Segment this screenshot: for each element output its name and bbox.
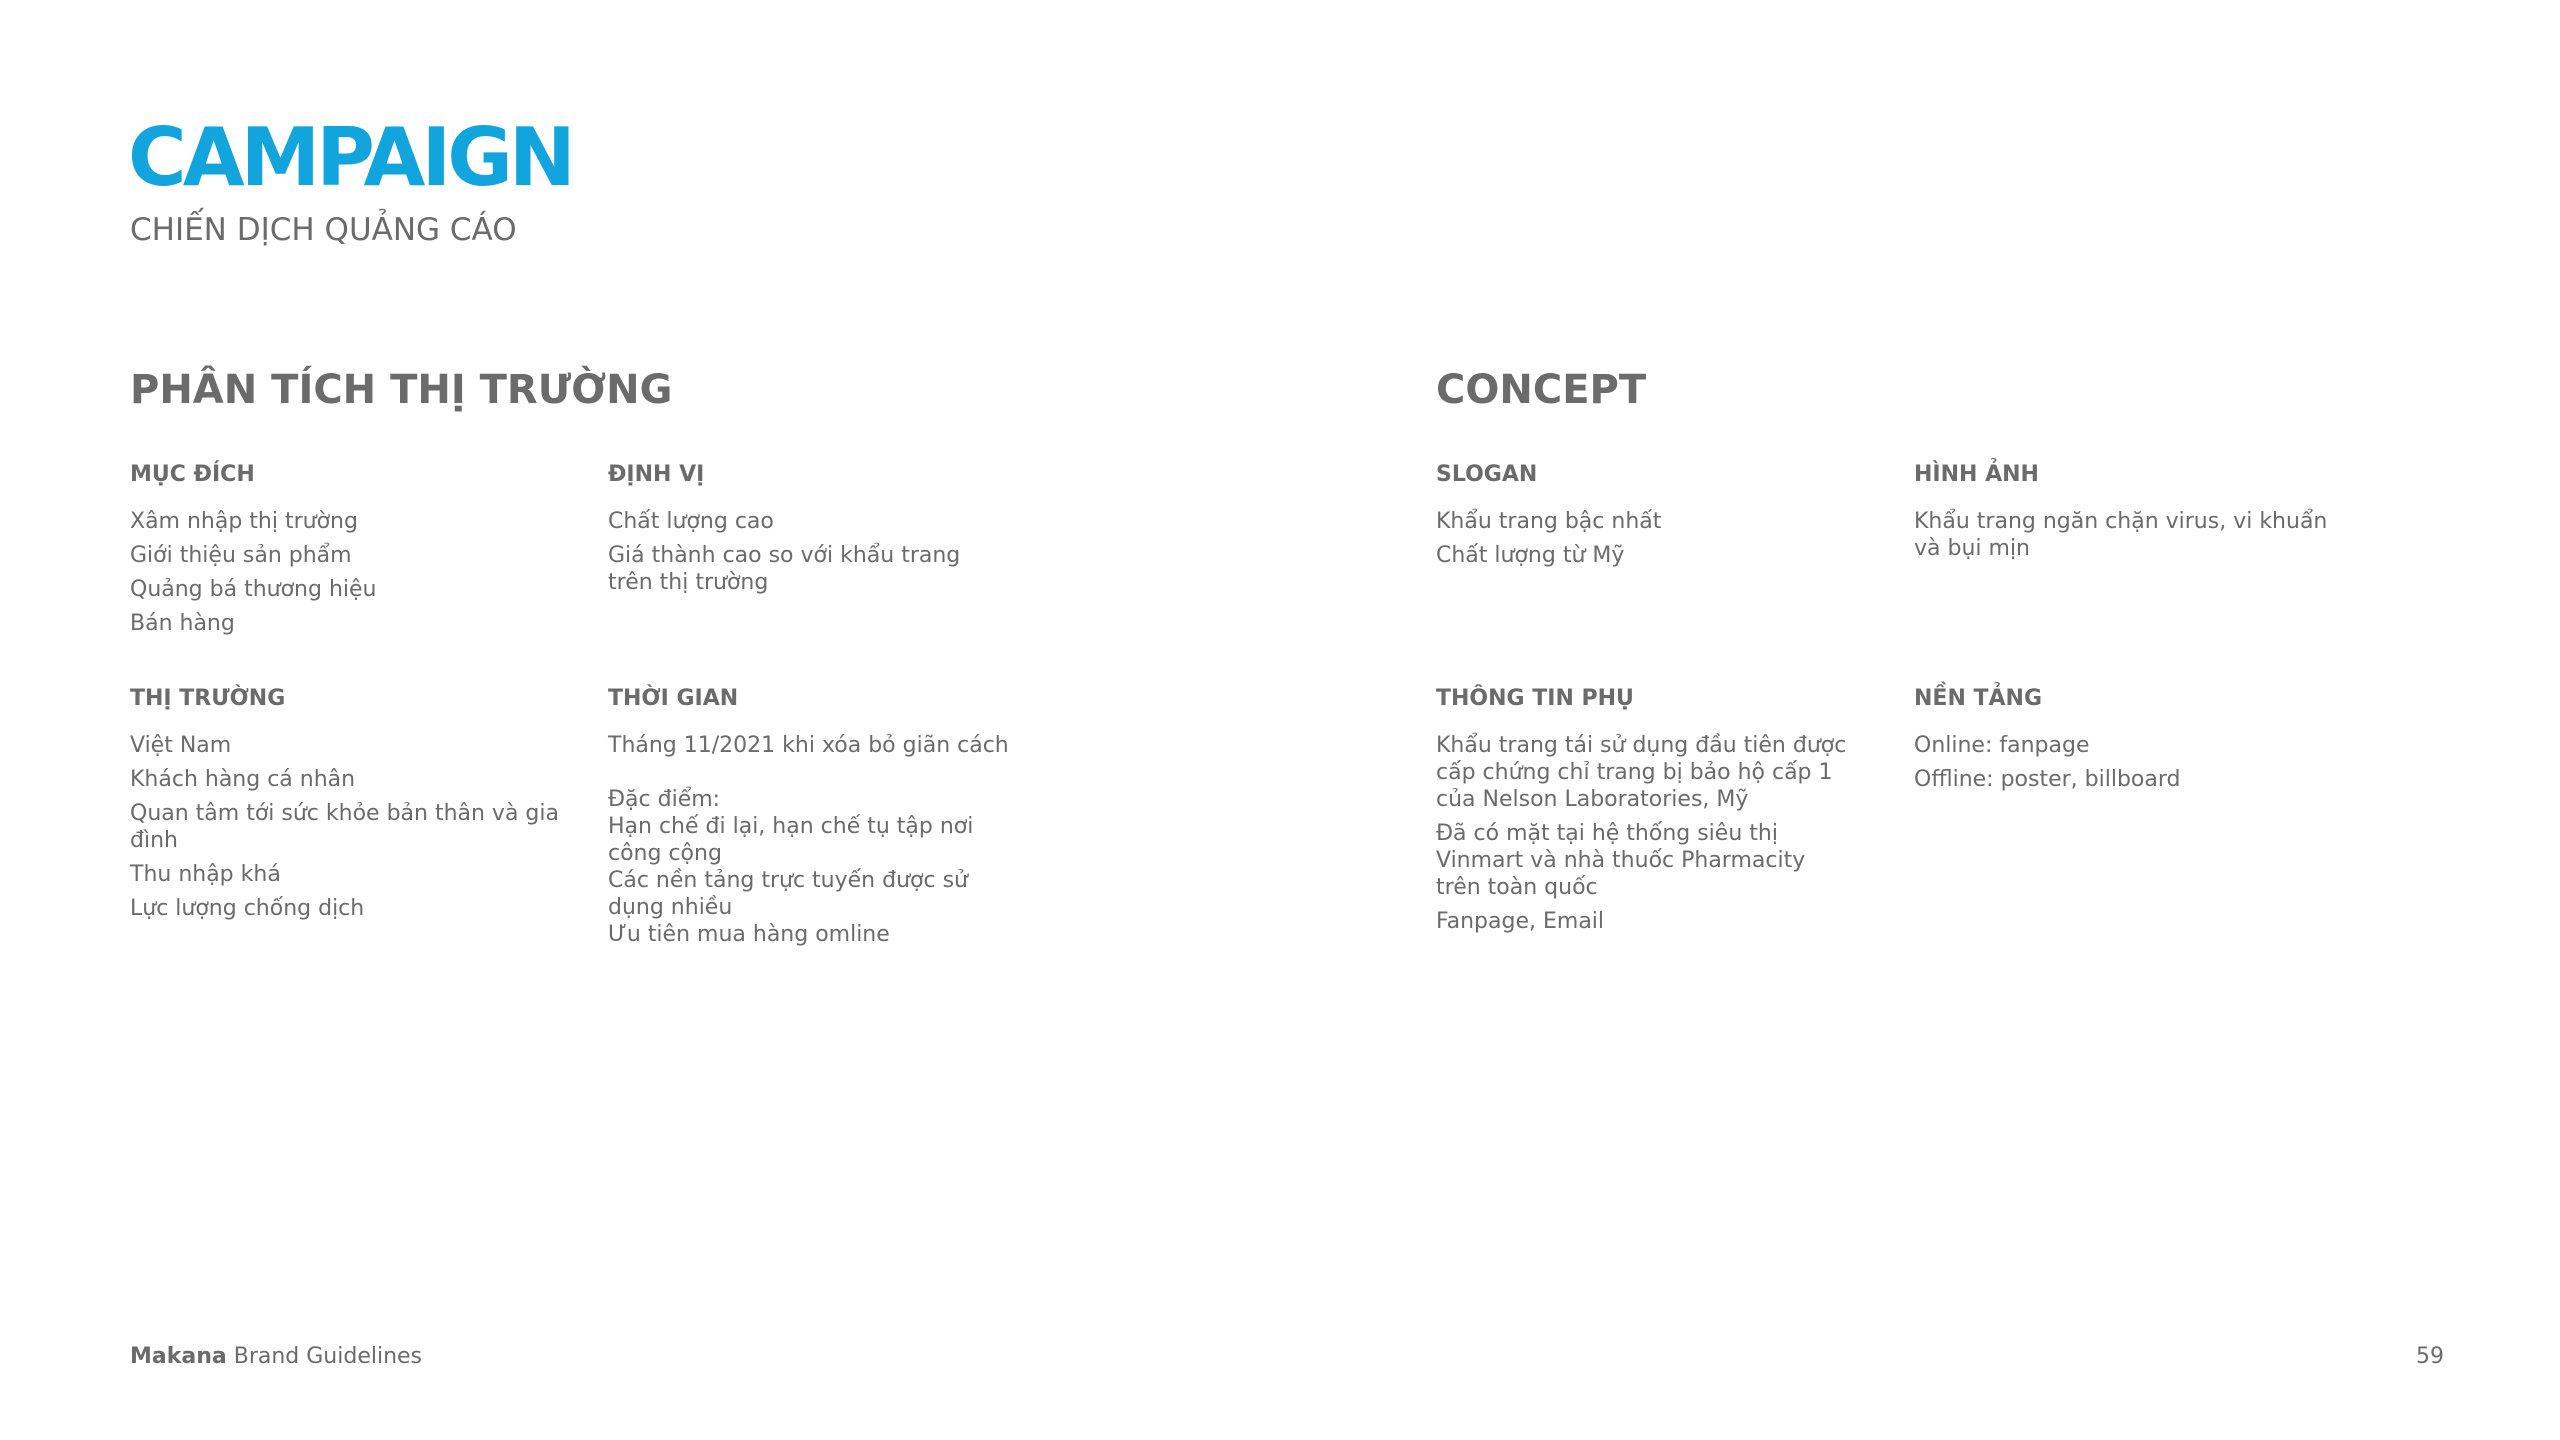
list-item: Đặc điểm: (608, 787, 721, 813)
footer-brand-label: Brand Guidelines (233, 1344, 423, 1369)
market-block (130, 686, 570, 929)
list-item: Quảng bá thương hiệu (130, 577, 377, 603)
timing-list (608, 732, 1028, 948)
slogan-list (1436, 508, 1856, 569)
list-item: Việt Nam (130, 733, 232, 759)
list-item: Khẩu trang tái sử dụng đầu tiên được cấp chứng chỉ trang bị bảo hộ cấp 1 của Nelson Laboratories, Mỹ (1436, 733, 1847, 813)
purpose-list (130, 508, 550, 637)
page-subtitle: CHIẾN DỊCH QUẢNG CÁO (130, 212, 517, 248)
list-item: Khẩu trang ngăn chặn virus, vi khuẩn và bụi mịn (1914, 509, 2328, 562)
page-title: CAMPAIGN (128, 111, 572, 204)
concept-title: CONCEPT (1436, 367, 1647, 413)
list-item: Quan tâm tới sức khỏe bản thân và gia đình (130, 801, 559, 854)
market-analysis-title: PHÂN TÍCH THỊ TRƯỜNG (130, 367, 673, 413)
footer-brand (130, 1344, 422, 1369)
list-item: Hạn chế đi lại, hạn chế tụ tập nơi công cộng (608, 814, 974, 867)
image-block (1914, 462, 2334, 569)
market-list (130, 732, 570, 922)
list-item: Đã có mặt tại hệ thống siêu thị Vinmart và nhà thuốc Pharmacity trên toàn quốc (1436, 821, 1806, 901)
list-item: Chất lượng từ Mỹ (1436, 543, 1625, 569)
market-heading: THỊ TRƯỜNG (130, 686, 286, 711)
platform-list (1914, 732, 2334, 793)
extra-info-heading: THÔNG TIN PHỤ (1436, 686, 1634, 711)
slogan-heading: SLOGAN (1436, 462, 1538, 487)
page-number: 59 (2416, 1344, 2444, 1369)
platform-block (1914, 686, 2334, 800)
extra-info-block (1436, 686, 1856, 942)
footer-brand-name: Makana (130, 1344, 227, 1369)
image-list (1914, 508, 2334, 562)
list-item: Tháng 11/2021 khi xóa bỏ giãn cách (608, 733, 1009, 759)
list-item: Thu nhập khá (130, 862, 281, 888)
positioning-block (608, 462, 1028, 603)
positioning-list (608, 508, 1028, 596)
list-item: Xâm nhập thị trường (130, 509, 358, 535)
list-item: Các nền tảng trực tuyến được sử dụng nhiều (608, 868, 968, 921)
extra-info-list (1436, 732, 1856, 935)
list-item: Lực lượng chống dịch (130, 896, 365, 922)
list-item: Bán hàng (130, 611, 235, 637)
list-item: Offline: poster, billboard (1914, 767, 2181, 793)
slogan-block (1436, 462, 1856, 576)
timing-heading: THỜI GIAN (608, 686, 739, 711)
purpose-block (130, 462, 550, 644)
list-item: Giá thành cao so với khẩu trang trên thị trường (608, 543, 961, 596)
list-item: Giới thiệu sản phẩm (130, 543, 352, 569)
list-item: Khẩu trang bậc nhất (1436, 509, 1662, 535)
list-item: Fanpage, Email (1436, 909, 1605, 935)
timing-block (608, 686, 1028, 948)
platform-heading: NỀN TẢNG (1914, 686, 2043, 711)
list-item: Chất lượng cao (608, 509, 774, 535)
list-item: Ưu tiên mua hàng omline (608, 922, 890, 948)
list-item: Online: fanpage (1914, 733, 2090, 759)
positioning-heading: ĐỊNH VỊ (608, 462, 705, 487)
list-item: Khách hàng cá nhân (130, 767, 356, 793)
image-heading: HÌNH ẢNH (1914, 462, 2039, 487)
purpose-heading: MỤC ĐÍCH (130, 462, 255, 487)
